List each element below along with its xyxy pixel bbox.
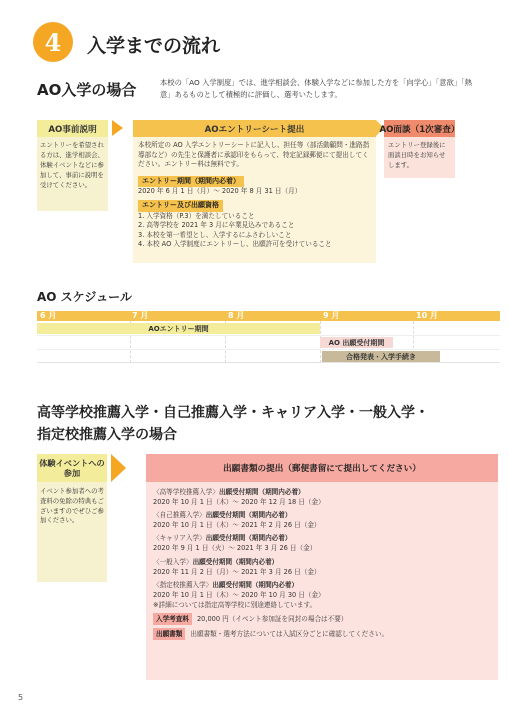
entry-requirements-label: エントリー及び出願資格 [138,200,223,212]
admission-period: 2020 年 10 月 1 日（木）～ 2020 年 10 月 30 日（金） [153,590,325,599]
entry-period: 2020 年 6 月 1 日（月）～ 2020 年 8 月 31 日（月） [138,187,302,196]
requirement-item: 2. 高等学校を 2021 年 3 月に卒業見込みであること [138,221,295,230]
ao-step-interview: AO面談（1次審査） [384,120,455,137]
admission-period: 2020 年 9 月 1 日（火）～ 2021 年 3 月 26 日（金） [153,544,317,553]
schedule-title: AO スケジュール [37,290,132,304]
ao-step-pre-briefing: AO事前説明 [37,120,108,137]
docs-tag: 出願書類 [153,628,185,640]
admission-type-line: 〈一般入学〉出願受付期間（期間内必着） [153,557,279,566]
event-text: イベント参加者への考査料の免除の特典もございますのでぜひご参加ください。 [37,482,107,582]
schedule-bar-application: AO 出願受付期間 [320,337,393,348]
ao-step3-text: エントリー登録後に面談日時をお知らせします。 [384,137,455,178]
ao-description: 本校の「AO 入学制度」では、進学相談会、体験入学などに参加した方を「向学心」「意欲」「熱意」あるものとして積極的に評価し、選考いたします。 [160,78,473,99]
month-label: 9 月 [323,311,340,320]
admission-type-line: 〈指定校推薦入学〉出願受付期間（期間内必着） [153,580,299,589]
month-label: 6 月 [40,311,57,320]
month-label: 10 月 [416,311,438,320]
requirement-item: 1. 入学資格（P.3）を満たしていること [138,211,255,220]
ao-step2-panel [133,137,376,263]
fee-line: 入学考査料 20,000 円（イベント参加証を同封の場合は不要） [153,613,491,625]
admission-type-line: 〈高等学校推薦入学〉出願受付期間（期間内必着） [153,488,305,496]
requirement-item: 3. 本校を第一希望とし、入学するにふさわしいこと [138,230,292,239]
entry-period-label: エントリー期間（期間内必着） [138,176,244,188]
schedule-bar-results: 合格発表・入学手続き [322,351,440,362]
page-title: 入学までの流れ [87,35,221,57]
admission-period: 2020 年 10 月 1 日（木）～ 2020 年 12 月 18 日（金） [153,498,325,507]
event-step-label: 体験イベントへの参加 [37,454,107,482]
ao-step-entry-sheet: AOエントリーシート提出 [133,120,376,137]
fee-tag: 入学考査料 [153,613,192,625]
submission-step-label: 出願書類の提出（郵便書留にて提出してください） [146,454,498,482]
ao-section-title: AO入学の場合 [37,81,137,99]
docs-line: 出願書類 出願書類・選考方法については入試区分ごとに確認してください。 [153,628,491,640]
section-number-badge: 4 [33,22,73,62]
admission-period: 2020 年 11 月 2 日（月）～ 2021 年 3 月 26 日（金） [153,567,321,576]
ao-step2-text: 本校所定の AO 入学エントリーシートに記入し、担任等（部活動顧問・進路指導部など）の先生と保護者に承認印をもらって、特定記録郵便にて提出してください。エントリー料は無料です。 [138,141,370,169]
admission-type-line: 〈自己推薦入学〉出願受付期間（期間内必着） [153,511,292,520]
submission-panel [146,482,498,680]
month-label: 8 月 [228,311,245,320]
admission-type-line: 〈キャリア入学〉出願受付期間（期間内必着） [153,534,292,543]
admission-period: 2020 年 10 月 1 日（木）～ 2021 年 2 月 26 日（金） [153,521,321,530]
flow-arrow-icon [112,120,123,136]
note-text: ※詳細については指定高等学校に別途連絡しています。 [153,600,317,609]
general-section-title: 高等学校推薦入学・自己推薦入学・キャリア入学・一般入学・指定校推薦入学の場合 [37,405,429,443]
requirement-item: 4. 本校 AO 入学制度にエントリーし、出願許可を受けていること [138,240,332,249]
schedule-bar-ao-entry: AOエントリー期間 [37,323,320,334]
flow-arrow-icon [111,454,126,482]
ao-step1-text: エントリーを希望される方は、進学相談会、体験イベントなどに参加して、事前に説明を受けてください。 [37,137,108,211]
month-label: 7 月 [132,311,149,320]
page-number: 5 [18,693,24,702]
